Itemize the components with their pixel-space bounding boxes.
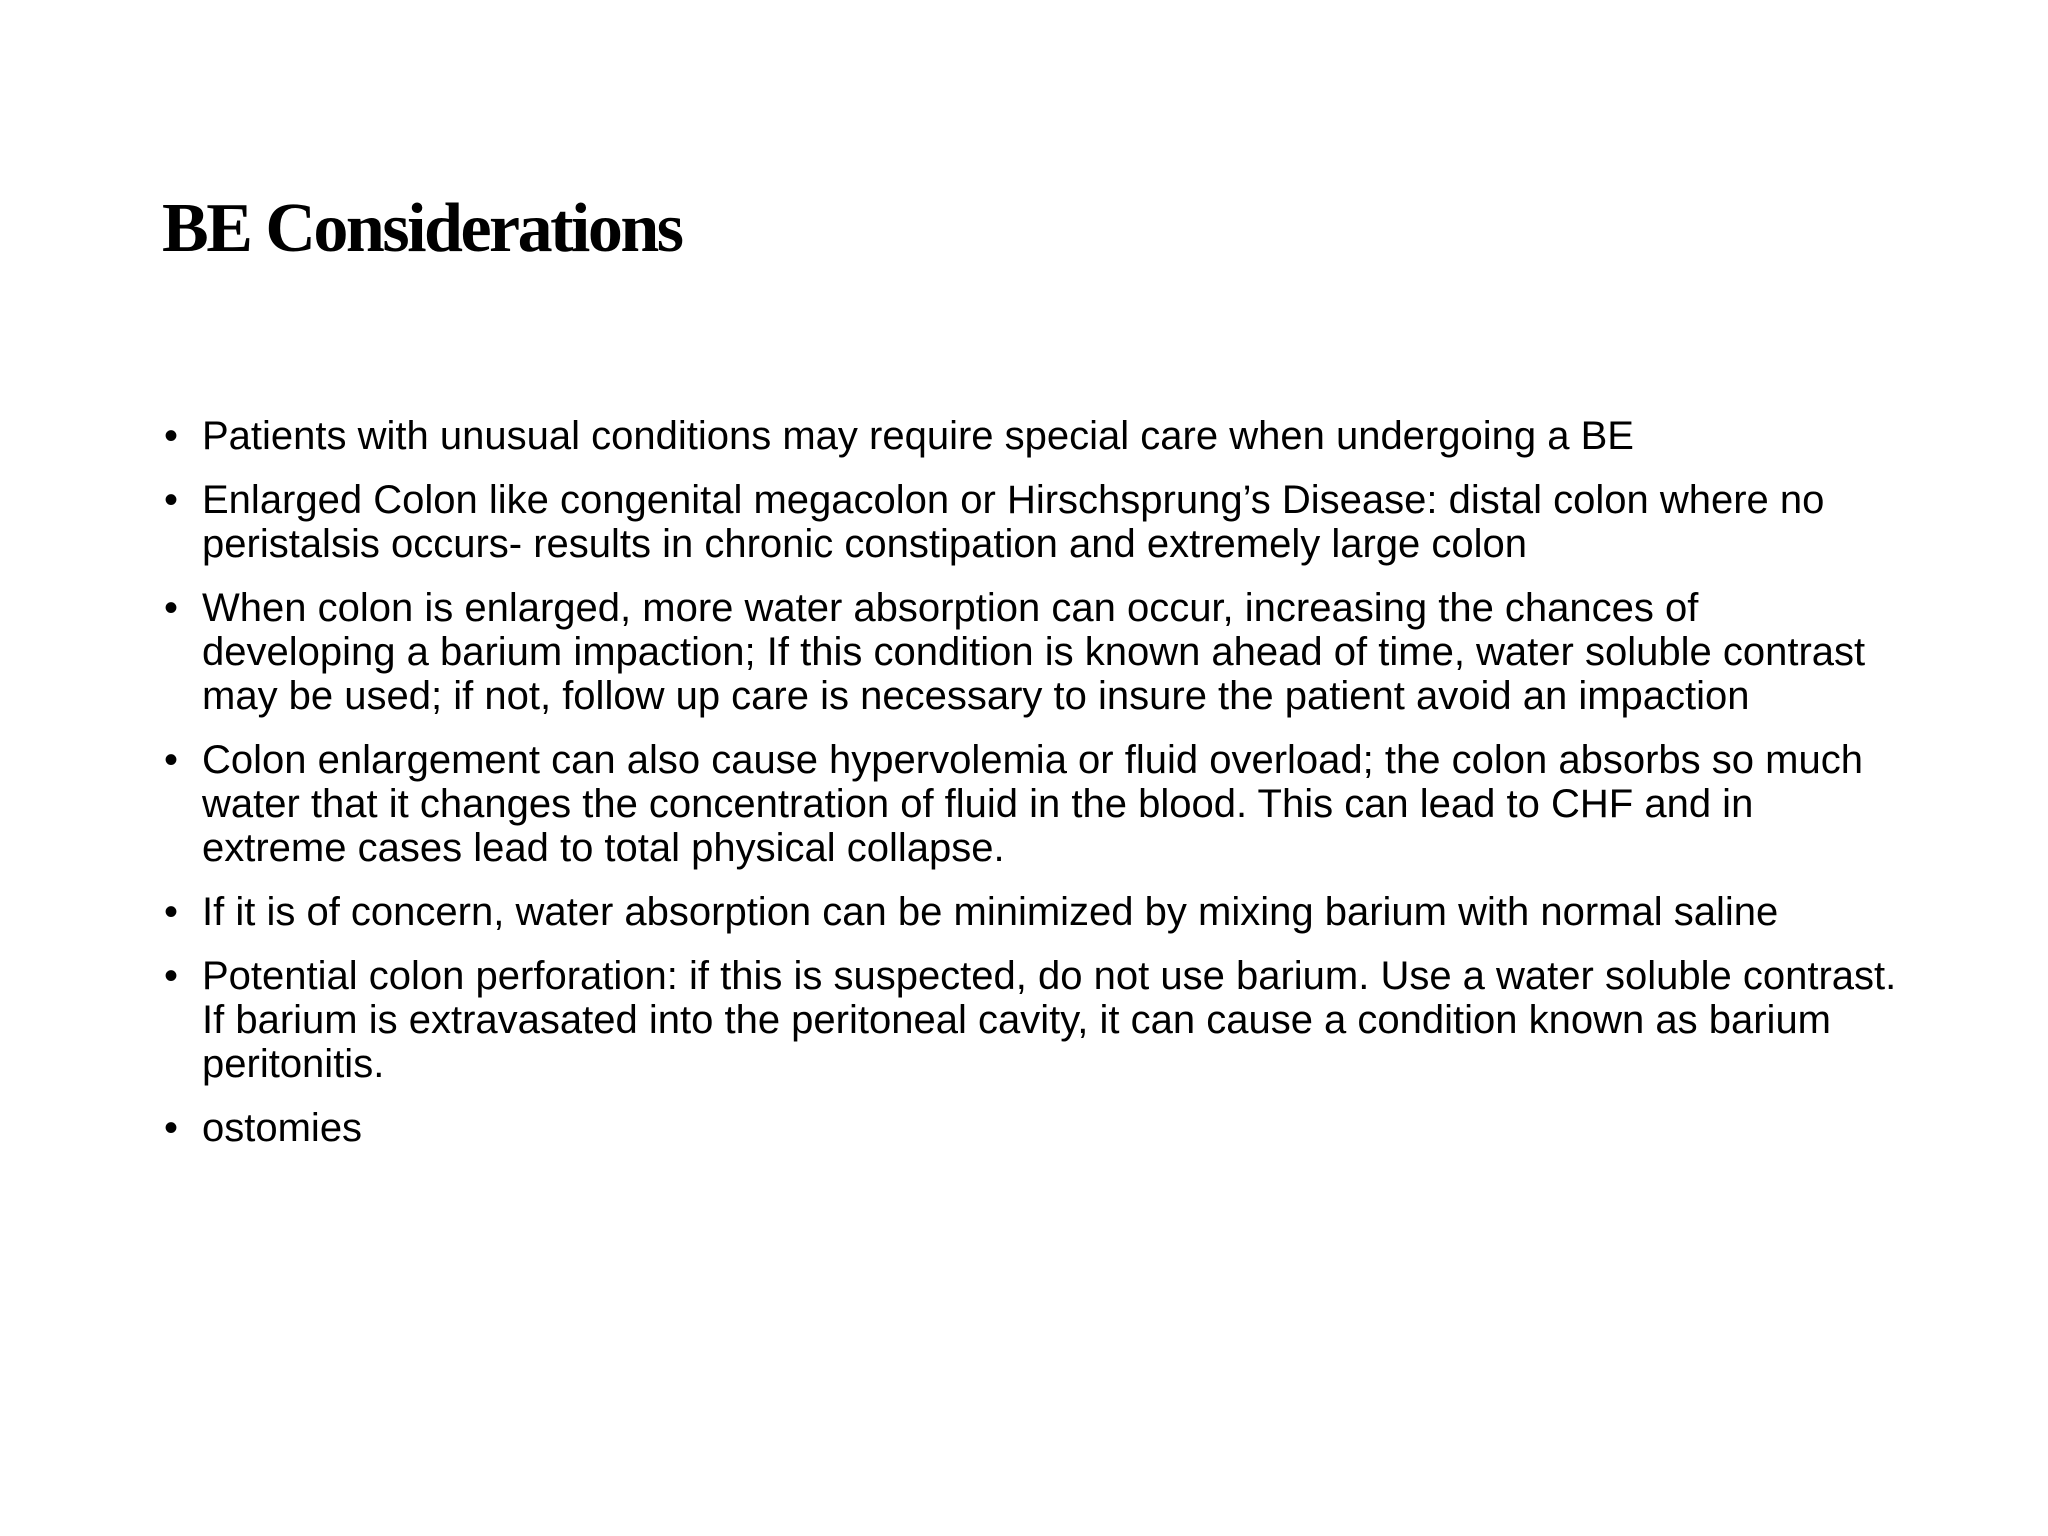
bullet-item (162, 890, 1902, 934)
bullet-icon: • (164, 738, 179, 782)
bullet-icon: • (164, 890, 179, 934)
bullet-icon: • (164, 414, 179, 458)
bullet-item (162, 478, 1902, 566)
bullet-icon: • (164, 954, 179, 998)
bullet-item (162, 954, 1902, 1086)
bullet-text: Potential colon perforation: if this is suspected, do not use barium. Use a water soluble contrast. If barium is extravasated into the peritoneal cavity, it can cause a condition known as barium peritonitis. (202, 954, 1897, 1086)
bullet-text: Enlarged Colon like congenital megacolon or Hirschsprung’s Disease: distal colon where no peristalsis occurs- results in chronic constipation and extremely large colon (202, 478, 1825, 566)
bullet-item (162, 1106, 1902, 1150)
bullet-item (162, 586, 1902, 718)
bullet-text: When colon is enlarged, more water absorption can occur, increasing the chances of developing a barium impaction; If this condition is known ahead of time, water soluble contrast may be used; if not, follow up care is necessary to insure the patient avoid an impaction (202, 586, 1866, 718)
bullet-text: ostomies (202, 1106, 363, 1150)
bullet-text: Colon enlargement can also cause hypervolemia or fluid overload; the colon absorbs so much water that it changes the concentration of fluid in the blood. This can lead to CHF and in extreme cases lead to total physical collapse. (202, 738, 1863, 870)
bullet-item (162, 738, 1902, 870)
bullet-icon: • (164, 586, 179, 630)
slide-title: BE Considerations (162, 190, 682, 267)
bullet-icon: • (164, 1106, 179, 1150)
bullet-text: If it is of concern, water absorption can be minimized by mixing barium with normal saline (202, 890, 1779, 934)
bullet-icon: • (164, 478, 179, 522)
bullet-list (162, 414, 1902, 1170)
bullet-item (162, 414, 1902, 458)
bullet-text: Patients with unusual conditions may require special care when undergoing a BE (202, 414, 1634, 458)
